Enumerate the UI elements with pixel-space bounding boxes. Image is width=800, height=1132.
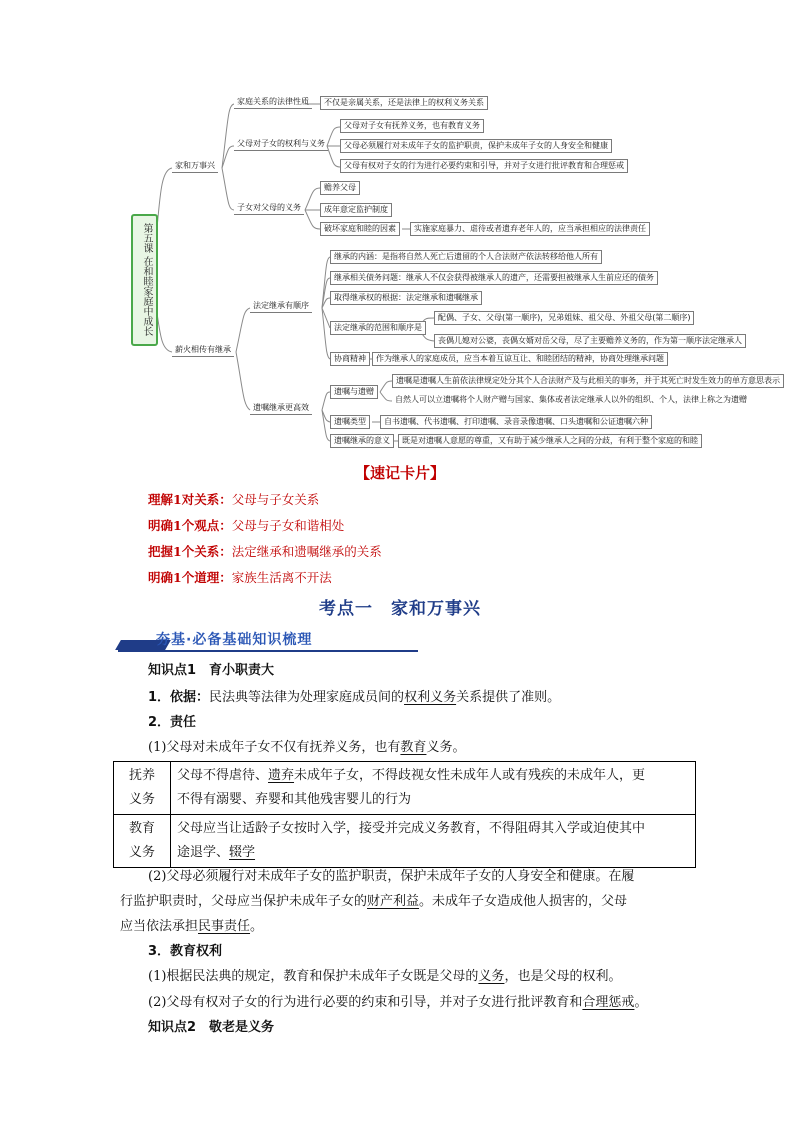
leaf: 遗嘱与遗赠	[330, 385, 378, 399]
leaf: 自书遗嘱、代书遗嘱、打印遗嘱、录音录像遗嘱、口头遗嘱和公证遗嘱六种	[380, 415, 652, 429]
duty2-line3: 应当依法承担民事责任。	[120, 919, 264, 934]
leaf: 协商精神	[330, 352, 370, 366]
node-will-succession: 遗嘱继承更高效	[250, 402, 312, 415]
basis-line: 1．依据：民法典等法律为处理家庭成员间的权利义务关系提供了准则。	[148, 690, 561, 705]
leaf: 作为继承人的家庭成员，应当本着互谅互让、和睦团结的精神，协商处理继承问题	[372, 352, 668, 366]
leaf: 遗嘱是遗嘱人生前依法律规定处分其个人合法财产及与此相关的事务，并于其死亡时发生效力的单方意思表示	[392, 374, 784, 388]
mind-map	[0, 0, 800, 460]
leaf: 实施家庭暴力、虐待或者遗弃老年人的，应当承担相应的法律责任	[410, 222, 650, 236]
card-line: 把握1个关系：法定继承和遗嘱继承的关系	[148, 544, 382, 559]
duty-table	[113, 761, 696, 868]
kp2-title: 知识点2 敬老是义务	[148, 1020, 275, 1035]
duty-heading: 2．责任	[148, 715, 197, 730]
node-parent-rights: 父母对子女的权利与义务	[234, 138, 328, 151]
leaf: 法定继承的范围和顺序是	[330, 321, 426, 335]
leaf: 继承的内涵：是指将自然人死亡后遗留的个人合法财产依法转移给他人所有	[330, 250, 602, 264]
table-header-cell: 教育 义务	[114, 815, 171, 868]
rights-heading: 3．教育权利	[148, 944, 223, 959]
leaf: 破坏家庭和睦的因素	[320, 222, 400, 236]
leaf: 不仅是亲属关系，还是法律上的权利义务关系	[320, 96, 488, 110]
leaf: 配偶、子女、父母(第一顺序)，兄弟姐妹、祖父母、外祖父母(第二顺序)	[434, 311, 694, 325]
leaf: 父母有权对子女的行为进行必要约束和引导，并对子女进行批评教育和合理惩戒	[340, 159, 628, 173]
section-banner	[118, 629, 418, 651]
node-legal-nature: 家庭关系的法律性质	[234, 96, 312, 109]
table-row	[114, 815, 696, 868]
leaf: 丧偶儿媳对公婆，丧偶女婿对岳父母，尽了主要赡养义务的，作为第一顺序法定继承人	[434, 334, 746, 348]
kp1-title: 知识点1 育小职责大	[148, 663, 275, 678]
banner-underline	[118, 650, 418, 652]
mind-map-root: 第五课 在和睦家庭中成长	[131, 214, 158, 346]
duty2-line2: 行监护职责时，父母应当保护未成年子女的财产利益。未成年子女造成他人损害的，父母	[120, 894, 628, 909]
card-line: 明确1个道理：家族生活离不开法	[148, 570, 332, 585]
node-legal-succession: 法定继承有顺序	[250, 300, 312, 313]
leaf: 取得继承权的根据：法定继承和遗嘱继承	[330, 291, 482, 305]
card-line: 理解1对关系：父母与子女关系	[148, 492, 320, 507]
leaf: 成年意定监护制度	[320, 203, 392, 217]
banner-text: 夯基·必备基础知识梳理	[156, 632, 313, 648]
rights1-line: (1)根据民法典的规定，教育和保护未成年子女既是父母的义务，也是父母的权利。	[148, 969, 622, 984]
rights2-line: (2)父母有权对子女的行为进行必要的约束和引导，并对子女进行批评教育和合理惩戒。	[148, 995, 648, 1010]
duty2-line1: (2)父母必须履行对未成年子女的监护职责，保护未成年子女的人身安全和健康。在履	[148, 869, 635, 884]
table-row	[114, 762, 696, 815]
table-header-cell: 抚养 义务	[114, 762, 171, 815]
card-line: 明确1个观点：父母与子女和谐相处	[148, 518, 345, 533]
leaf: 父母必须履行对未成年子女的监护职责，保护未成年子女的人身安全和健康	[340, 139, 612, 153]
card-title: 【速记卡片】	[354, 464, 445, 482]
leaf: 遗嘱继承的意义	[330, 434, 394, 448]
duty1-line: (1)父母对未成年子女不仅有抚养义务，也有教育义务。	[148, 740, 466, 755]
leaf: 自然人可以立遗嘱将个人财产赠与国家、集体或者法定继承人以外的组织、个人，法律上称之为遗赠	[395, 395, 747, 404]
leaf: 遗嘱类型	[330, 415, 370, 429]
table-cell: 父母应当让适龄子女按时入学，接受并完成义务教育，不得阻碍其入学或迫使其中 途退学、辍学	[171, 815, 696, 868]
leaf: 继承相关债务问题：继承人不仅会获得被继承人的遗产，还需要担被继承人生前应还的债务	[330, 271, 658, 285]
table-cell: 父母不得虐待、遗弃未成年子女，不得歧视女性未成年人或有残疾的未成年人，更 不得有溺婴、弃婴和其他残害婴儿的行为	[171, 762, 696, 815]
leaf: 既是对遗嘱人意愿的尊重，又有助于减少继承人之间的分歧，有利于整个家庭的和睦	[398, 434, 702, 448]
section-title: 考点一 家和万事兴	[319, 599, 481, 619]
leaf: 父母对子女有抚养义务，也有教育义务	[340, 119, 484, 133]
leaf: 赡养父母	[320, 181, 360, 195]
branch-family-harmony: 家和万事兴	[172, 160, 218, 173]
mind-map-connectors	[0, 0, 800, 460]
branch-inheritance: 薪火相传有继承	[172, 344, 234, 357]
node-child-duties: 子女对父母的义务	[234, 202, 304, 215]
